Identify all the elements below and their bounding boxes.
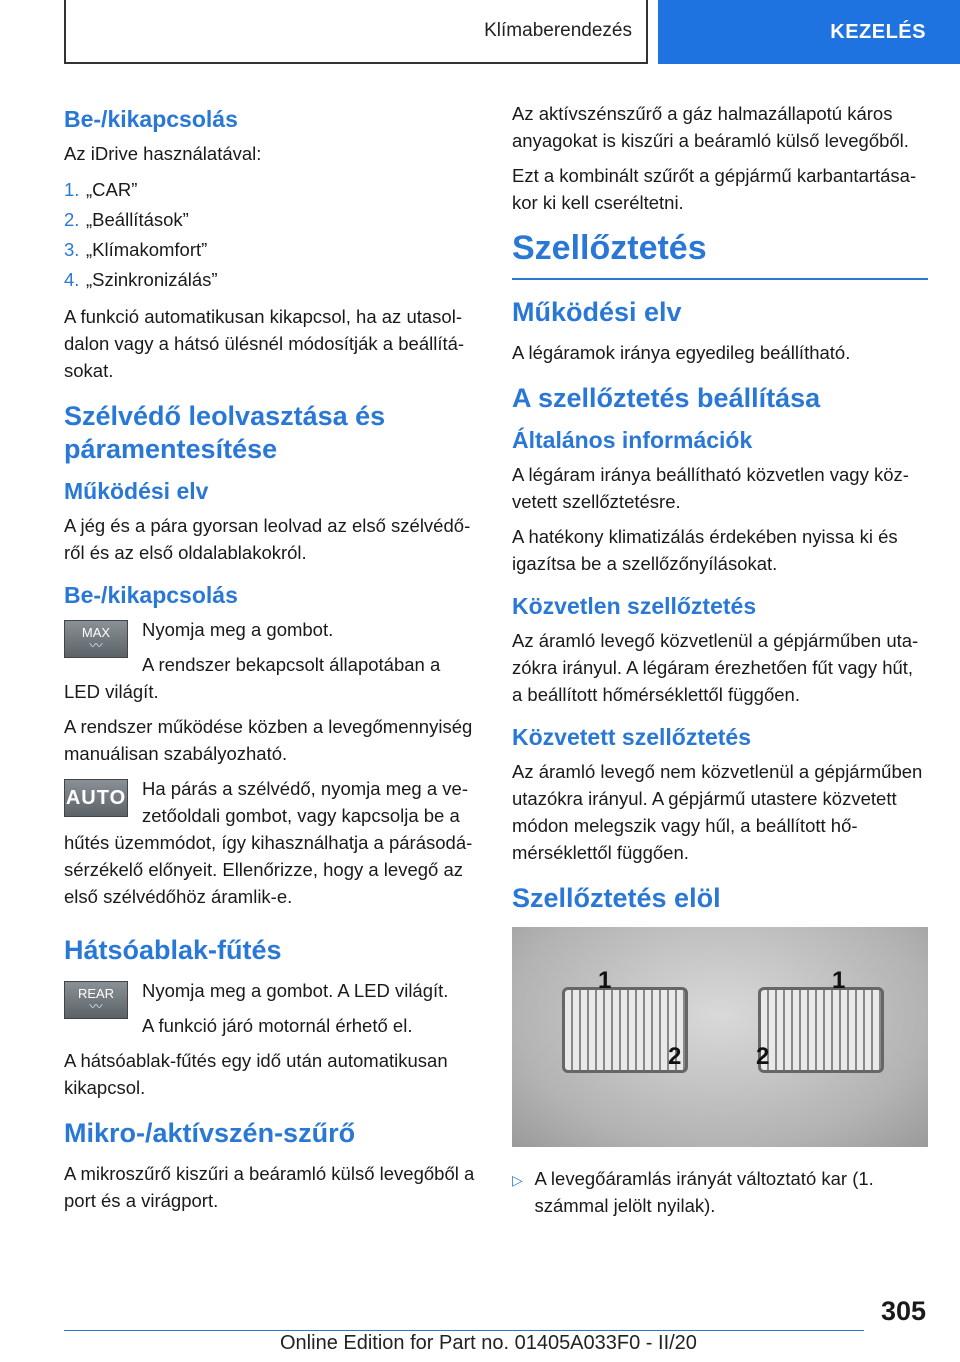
vent-principle: A légáramok iránya egyedileg beállítható. — [512, 342, 851, 363]
list-text: „Beállítások” — [86, 209, 189, 230]
rear-label: REAR — [77, 986, 115, 1001]
press-button: Nyomja meg a gombot. — [142, 619, 334, 640]
heading-ventilation: Szellőztetés — [512, 226, 928, 280]
right-column — [512, 100, 928, 1219]
rear-engine: A funkció járó motornál érhető el. — [142, 1015, 413, 1036]
list-item — [64, 265, 480, 295]
header-section-title: Klímaberendezés — [484, 20, 632, 41]
filter-text: A mikroszűrő kiszűri a beáramló külső levegőből a port és a virágport. — [64, 1163, 475, 1211]
bullet-item — [512, 1165, 928, 1219]
idrive-intro: Az iDrive használatával: — [64, 143, 262, 164]
rear-auto-off: A hátsóablak-fűtés egy idő után automatikusan kikapcsol. — [64, 1050, 448, 1098]
general-1: A légáram iránya beállítható közvetlen vagy közvetett szellőztetésre. — [512, 464, 909, 512]
header-chapter — [658, 0, 960, 64]
list-number: 3. — [64, 239, 80, 260]
heading-rear-heating: Hátsóablak-fűtés — [64, 935, 282, 965]
heading-general: Általános információk — [512, 427, 753, 453]
heading-settings: A szellőztetés beállítása — [512, 383, 821, 413]
indirect-text: Az áramló levegő nem közvetlenül a gépjárműben utazókra irányul. A gépjármű utastere közvetett módon melegszik vagy hűl, a beállított hőmérséklettől függően. — [512, 761, 923, 863]
list-text: „CAR” — [86, 179, 138, 200]
callout-2-right: 2 — [756, 1043, 770, 1070]
replace-text: Ezt a kombinált szűrőt a gépjármű karbantartásakor ki kell cseréltetni. — [512, 165, 917, 213]
sync-text: A funkció automatikusan kikapcsol, ha az utasoldalon vagy a hátsó ülésnél módosítják a beállításokat. — [64, 306, 465, 381]
list-text: „Szinkronizálás” — [86, 269, 218, 290]
max-label: MAX — [81, 625, 111, 640]
list-text: „Klímakomfort” — [86, 239, 208, 260]
header-chapter-title: KEZELÉS — [830, 20, 926, 43]
list-number: 4. — [64, 269, 80, 290]
led-text: A rendszer bekapcsolt állapotában a LED világít. — [64, 654, 441, 702]
heading-defrost: Szélvédő leolvasztása és páramentesítése — [64, 401, 386, 464]
rear-heating-button-icon: REAR 〰 — [64, 981, 128, 1019]
bullet-text: A levegőáramlás irányát változtató kar (1. számmal jelölt nyilak). — [534, 1168, 874, 1216]
carbon-text: Az aktívszénszűrő a gáz halmazállapotú káros anyagokat is kiszűri a beáramló külső levegőből. — [512, 103, 909, 151]
list-number: 2. — [64, 209, 80, 230]
heading-principle-vent: Működési elv — [512, 297, 682, 327]
idrive-steps — [64, 175, 480, 295]
heading-principle: Működési elv — [64, 478, 209, 504]
direct-text: Az áramló levegő közvetlenül a gépjárműben utazókra irányul. A légáram érezhetően fűt vagy hűt, a beállított hőmérséklettől függően. — [512, 630, 919, 705]
right-vent — [758, 987, 884, 1073]
callout-2-left: 2 — [668, 1043, 682, 1070]
auto-button-icon — [64, 779, 128, 817]
heading-indirect: Közvetett szellőztetés — [512, 724, 752, 750]
triangle-bullet-icon: ▷ — [512, 1172, 523, 1188]
air-amount-text: A rendszer működése közben a levegőmennyiség manuálisan szabályozható. — [64, 716, 473, 764]
auto-text: Ha párás a szélvédő, nyomja meg a vezetőoldali gombot, vagy kapcsolja be a hűtés üzemmódot, így kihasználhatja a párásodásérzékelő előnyeit. Ellenőrizze, hogy a levegő az első szélvédőhöz áramlik-e. — [64, 778, 473, 907]
left-column — [64, 100, 480, 1222]
callout-1-right: 1 — [832, 967, 846, 994]
defrost-principle: A jég és a pára gyorsan leolvad az első szélvédőről és az első oldalablakokról. — [64, 515, 471, 563]
general-2: A hatékony klimatizálás érdekében nyissa ki és igazítsa be a szellőzőnyílásokat. — [512, 526, 898, 574]
list-number: 1. — [64, 179, 80, 200]
max-defrost-button-icon: MAX 〰 — [64, 620, 128, 658]
list-item — [64, 175, 480, 205]
page-number: 305 — [880, 1296, 926, 1326]
heading-on-off: Be-/kikapcsolás — [64, 106, 238, 132]
vent-photo — [512, 927, 928, 1147]
heading-direct: Közvetlen szellőztetés — [512, 593, 757, 619]
header-section — [64, 0, 648, 64]
callout-1-left: 1 — [598, 967, 612, 994]
list-item — [64, 235, 480, 265]
list-item — [64, 205, 480, 235]
footer-edition: Online Edition for Part no. 01405A033F0 - II/20 — [280, 1332, 697, 1354]
auto-label: AUTO — [65, 786, 127, 809]
footer-divider — [64, 1330, 864, 1331]
rear-press: Nyomja meg a gombot. A LED világít. — [142, 980, 449, 1001]
heading-front-vent: Szellőztetés elöl — [512, 883, 721, 913]
heading-on-off-2: Be-/kikapcsolás — [64, 582, 238, 608]
heading-filter: Mikro-/aktívszén-szűrő — [64, 1118, 356, 1148]
